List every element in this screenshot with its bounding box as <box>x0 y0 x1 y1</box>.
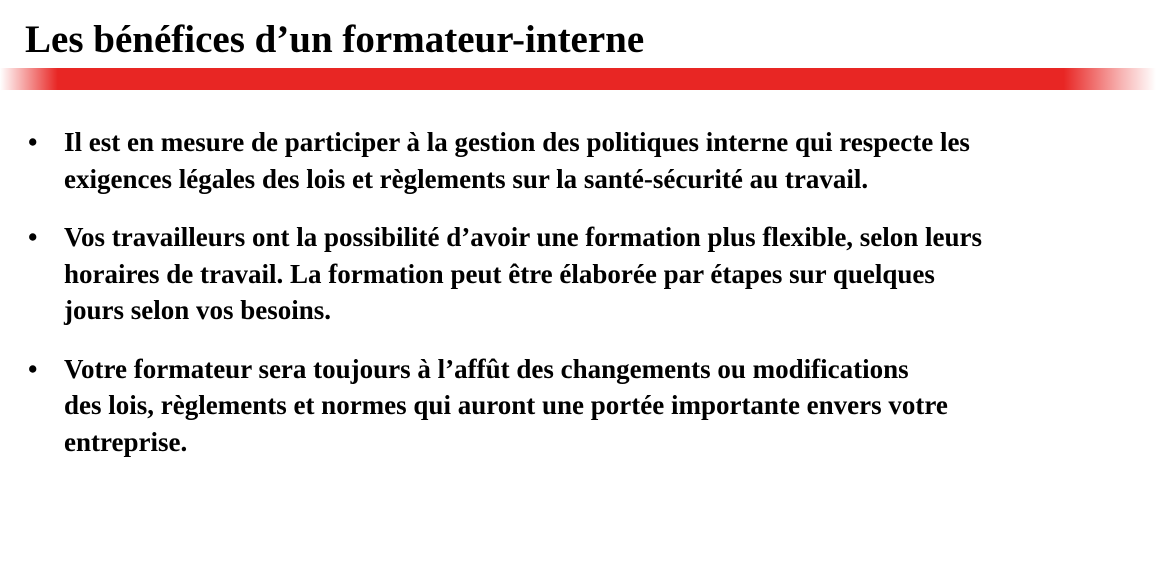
bullet-text <box>64 124 1143 197</box>
bullet-dot-icon: • <box>28 127 38 157</box>
bullet-line: Il est en mesure de participer à la gestion des politiques interne qui respecte les <box>64 127 970 157</box>
slide-title: Les bénéfices d’un formateur-interne <box>25 18 645 61</box>
bullet-text <box>64 351 1143 461</box>
bullet-line: exigences légales des lois et règlements sur la santé-sécurité au travail. <box>64 163 869 194</box>
bullet-line: jours selon vos besoins. <box>64 295 332 325</box>
bullet-item <box>28 124 1143 197</box>
bullet-dot-icon: • <box>28 222 38 252</box>
bullet-line: horaires de travail. La formation peut être élaborée par étapes sur quelques <box>64 258 935 289</box>
bullet-line: des lois, règlements et normes qui auront une portée importante envers votre <box>64 390 948 420</box>
bullet-dot-icon: • <box>28 353 38 384</box>
bullet-item <box>28 351 1143 461</box>
bullet-line: Vos travailleurs ont la possibilité d’avoir une formation plus flexible, selon leurs <box>64 222 983 252</box>
bullet-item <box>28 219 1143 329</box>
bullet-line: entreprise. <box>64 426 188 457</box>
bullet-text <box>64 219 1143 329</box>
bullet-line: Votre formateur sera toujours à l’affût des changements ou modifications <box>64 353 909 384</box>
title-underline-bar <box>0 68 1156 90</box>
bullet-list <box>28 124 1143 482</box>
